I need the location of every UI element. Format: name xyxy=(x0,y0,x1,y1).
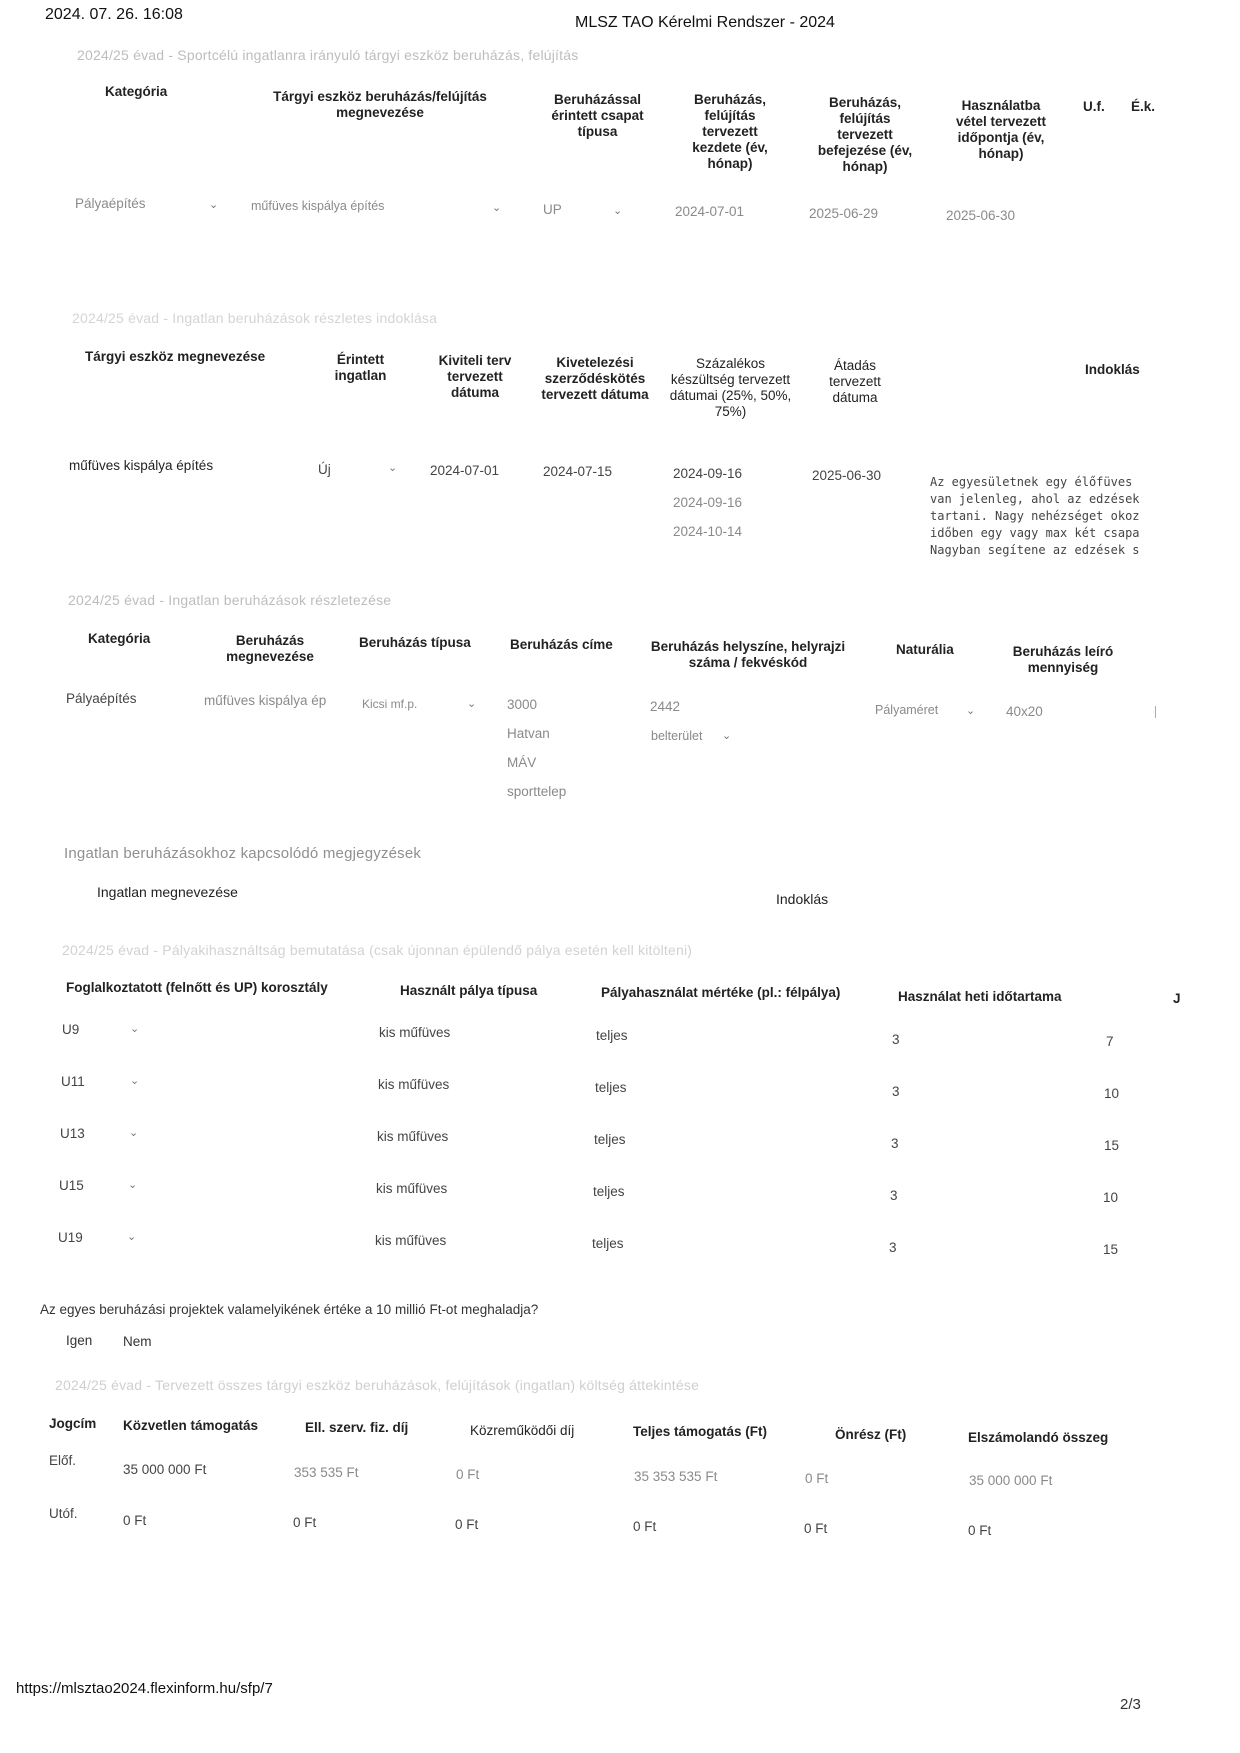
indoklas-line: Az egyesületnek egy élőfüves xyxy=(930,475,1133,489)
input-szazalek-75[interactable]: 2024-10-14 xyxy=(673,524,743,539)
footer-url: https://mlsztao2024.flexinform.hu/sfp/7 xyxy=(16,1680,273,1697)
input-kiviteli[interactable]: 2024-07-01 xyxy=(430,463,500,478)
cim-line: Hatvan xyxy=(507,726,550,741)
col-indoklas-4: Indoklás xyxy=(776,891,829,907)
elszamolando-value: 0 Ft xyxy=(968,1523,992,1538)
field-edge xyxy=(1155,706,1156,718)
select-value: U13 xyxy=(60,1126,85,1141)
col-korosztaly: Foglalkoztatott (felnőtt és UP) korosztály xyxy=(66,980,328,995)
input-heti[interactable]: 3 xyxy=(890,1188,898,1203)
select-value: műfüves kispálya építés xyxy=(251,199,385,213)
input-extra[interactable]: 15 xyxy=(1103,1242,1119,1257)
kozremukodoi-value: 0 Ft xyxy=(455,1517,479,1532)
input-palya[interactable]: kis műfüves xyxy=(376,1181,448,1196)
section-title-palyakihasznaltsag: 2024/25 évad - Pályakihasználtság bemutatása (csak újonnan épülendő pálya esetén kell kitölteni) xyxy=(62,942,693,958)
cim-line: MÁV xyxy=(507,755,537,770)
select-value: Kicsi mf.p. xyxy=(362,697,418,711)
input-mertek[interactable]: teljes xyxy=(595,1080,627,1095)
kozremukodoi-value: 0 Ft xyxy=(456,1467,480,1482)
col-tipus: Beruházás típusa xyxy=(359,635,471,650)
ell-value: 0 Ft xyxy=(293,1515,317,1530)
col-ingatlan: Ingatlan megnevezése xyxy=(97,884,238,900)
input-extra[interactable]: 10 xyxy=(1104,1086,1120,1101)
section-title-investment: 2024/25 évad - Sportcélú ingatlanra irányuló tárgyi eszköz beruházás, felújítás xyxy=(77,47,579,63)
cim-line: 3000 xyxy=(507,697,538,712)
input-szazalek-50[interactable]: 2024-09-16 xyxy=(673,495,743,510)
input-extra[interactable]: 15 xyxy=(1104,1138,1120,1153)
chevron-down-icon: ⌄ xyxy=(966,705,976,717)
select-value: Pályaépítés xyxy=(75,196,146,211)
col-ell: Ell. szerv. fiz. díj xyxy=(305,1420,409,1435)
indoklas-line: Nagyban segítene az edzések s xyxy=(930,543,1140,557)
input-szerzodes[interactable]: 2024-07-15 xyxy=(543,464,613,479)
input-szazalek-25[interactable]: 2024-09-16 xyxy=(673,466,743,481)
input-palya[interactable]: kis műfüves xyxy=(378,1077,450,1092)
page-number: 2/3 xyxy=(1120,1696,1141,1713)
col-erintett: Érintett ingatlan xyxy=(334,352,387,383)
chevron-down-icon: ⌄ xyxy=(492,202,502,214)
input-heti[interactable]: 3 xyxy=(892,1032,900,1047)
chevron-down-icon: ⌄ xyxy=(209,199,219,211)
select-value: belterület xyxy=(651,729,703,743)
select-value: Pályaméret xyxy=(875,703,939,717)
col-kategoria-3: Kategória xyxy=(88,631,151,646)
select-value: U11 xyxy=(61,1074,85,1089)
select-value: U15 xyxy=(59,1178,84,1193)
radio-nem[interactable]: Nem xyxy=(123,1334,152,1349)
chevron-down-icon: ⌄ xyxy=(128,1179,138,1191)
col-elszamolando: Elszámolandó összeg xyxy=(968,1430,1109,1445)
app-title: MLSZ TAO Kérelmi Rendszer - 2024 xyxy=(575,14,835,31)
select-value: U9 xyxy=(62,1022,80,1037)
input-palya[interactable]: kis műfüves xyxy=(375,1233,447,1248)
indoklas-line: időben egy vagy max két csapa xyxy=(930,526,1140,540)
input-mertek[interactable]: teljes xyxy=(596,1028,628,1043)
col-kiviteli: Kiviteli terv tervezett dátuma xyxy=(438,353,512,400)
col-heti: Használat heti időtartama xyxy=(898,989,1062,1004)
input-mertek[interactable]: teljes xyxy=(594,1132,626,1147)
input-heti[interactable]: 3 xyxy=(892,1084,900,1099)
col-palya: Használt pálya típusa xyxy=(400,983,538,998)
question-10m: Az egyes beruházási projektek valamelyikének értéke a 10 millió Ft-ot meghaladja? xyxy=(40,1302,539,1317)
col-eszkoz: Tárgyi eszköz megnevezése xyxy=(85,349,266,364)
col-csapat-tipus: Beruházással érintett csapat típusa xyxy=(551,92,644,139)
input-hasznalatba[interactable]: 2025-06-30 xyxy=(946,208,1016,223)
select-value: Pályaépítés xyxy=(66,691,137,706)
teljes-value: 0 Ft xyxy=(633,1519,657,1534)
input-mertek[interactable]: teljes xyxy=(592,1236,624,1251)
select-value: U19 xyxy=(58,1230,83,1245)
chevron-down-icon: ⌄ xyxy=(127,1231,137,1243)
kozvetlen-value: 35 000 000 Ft xyxy=(123,1462,207,1477)
chevron-down-icon: ⌄ xyxy=(388,462,398,474)
section-title-megjegyzesek: Ingatlan beruházásokhoz kapcsolódó megjegyzések xyxy=(64,845,422,862)
input-heti[interactable]: 3 xyxy=(889,1240,897,1255)
chevron-down-icon: ⌄ xyxy=(130,1023,140,1035)
teljes-value: 35 353 535 Ft xyxy=(634,1469,718,1484)
kozvetlen-value: 0 Ft xyxy=(123,1513,147,1528)
onresz-value: 0 Ft xyxy=(805,1471,829,1486)
input-leiro[interactable]: 40x20 xyxy=(1006,704,1043,719)
indoklas-line: van jelenleg, ahol az edzések xyxy=(930,492,1140,506)
col-jogcim: Jogcím xyxy=(49,1416,97,1431)
col-kozremukodoi: Közreműködői díj xyxy=(470,1423,575,1438)
input-befejezese[interactable]: 2025-06-29 xyxy=(809,206,879,221)
col-uf: U.f. xyxy=(1083,99,1105,114)
col-indoklas: Indoklás xyxy=(1085,362,1140,377)
input-palya[interactable]: kis műfüves xyxy=(379,1025,451,1040)
select-value: UP xyxy=(543,202,562,217)
col-megnevezes: Tárgyi eszköz beruházás/felújítás megnevezése xyxy=(273,89,487,120)
col-kozvetlen: Közvetlen támogatás xyxy=(123,1418,259,1433)
col-kezdete: Beruházás, felújítás tervezett kezdete (év, hónap) xyxy=(692,92,768,171)
input-extra[interactable]: 10 xyxy=(1103,1190,1119,1205)
chevron-down-icon: ⌄ xyxy=(467,698,477,710)
col-extra: J xyxy=(1173,991,1181,1006)
col-befejezese: Beruházás, felújítás tervezett befejezése (év, hónap) xyxy=(817,95,913,174)
jogcim-value: Előf. xyxy=(49,1453,77,1468)
select-value: Új xyxy=(318,462,331,477)
col-helyszin: Beruházás helyszíne, helyrajzi száma / fekvéskód xyxy=(650,639,846,670)
col-teljes: Teljes támogatás (Ft) xyxy=(633,1424,768,1439)
col-leiro: Beruházás leíró mennyiség xyxy=(1012,644,1114,675)
input-megnevezes-3[interactable]: műfüves kispálya ép xyxy=(204,693,327,708)
col-naturalia: Naturália xyxy=(896,642,954,657)
col-onresz: Önrész (Ft) xyxy=(835,1427,907,1442)
section-title-indoklas: 2024/25 évad - Ingatlan beruházások részletes indoklása xyxy=(72,310,438,326)
chevron-down-icon: ⌄ xyxy=(130,1075,140,1087)
col-mertek: Pályahasználat mértéke (pl.: félpálya) xyxy=(601,985,841,1000)
input-palya[interactable]: kis műfüves xyxy=(377,1129,449,1144)
print-datetime: 2024. 07. 26. 16:08 xyxy=(45,6,183,23)
input-helyrajzi[interactable]: 2442 xyxy=(650,699,681,714)
col-kategoria: Kategória xyxy=(105,84,168,99)
section-title-koltseg: 2024/25 évad - Tervezett összes tárgyi eszköz beruházások, felújítások (ingatlan) költség áttekintése xyxy=(55,1377,700,1393)
onresz-value: 0 Ft xyxy=(804,1521,828,1536)
ell-value: 353 535 Ft xyxy=(294,1465,359,1480)
input-kezdete[interactable]: 2024-07-01 xyxy=(675,204,745,219)
col-megnevezes-3: Beruházás megnevezése xyxy=(226,633,314,664)
input-atadas[interactable]: 2025-06-30 xyxy=(812,468,882,483)
chevron-down-icon: ⌄ xyxy=(722,730,732,742)
radio-igen[interactable]: Igen xyxy=(66,1333,93,1348)
col-atadas: Átadás tervezett dátuma xyxy=(829,358,881,405)
jogcim-value: Utóf. xyxy=(49,1506,78,1521)
col-cim: Beruházás címe xyxy=(510,637,613,652)
input-extra[interactable]: 7 xyxy=(1106,1034,1114,1049)
section-title-reszletezes: 2024/25 évad - Ingatlan beruházások részletezése xyxy=(68,592,392,608)
eszkoz-value: műfüves kispálya építés xyxy=(69,458,214,473)
elszamolando-value: 35 000 000 Ft xyxy=(969,1473,1053,1488)
cim-line: sporttelep xyxy=(507,784,567,799)
col-hasznalatba: Használatba vétel tervezett időpontja (év, hónap) xyxy=(955,98,1047,161)
indoklas-line: tartani. Nagy nehézséget okoz xyxy=(930,509,1140,523)
input-mertek[interactable]: teljes xyxy=(593,1184,625,1199)
input-heti[interactable]: 3 xyxy=(891,1136,899,1151)
col-ek: É.k. xyxy=(1131,99,1156,114)
chevron-down-icon: ⌄ xyxy=(613,205,623,217)
chevron-down-icon: ⌄ xyxy=(129,1127,139,1139)
col-szazalekos: Százalékos készültség tervezett dátumai (25%, 50%, 75%) xyxy=(669,356,792,419)
col-szerzodes: Kivetelezési szerződéskötés tervezett dátuma xyxy=(541,355,649,402)
